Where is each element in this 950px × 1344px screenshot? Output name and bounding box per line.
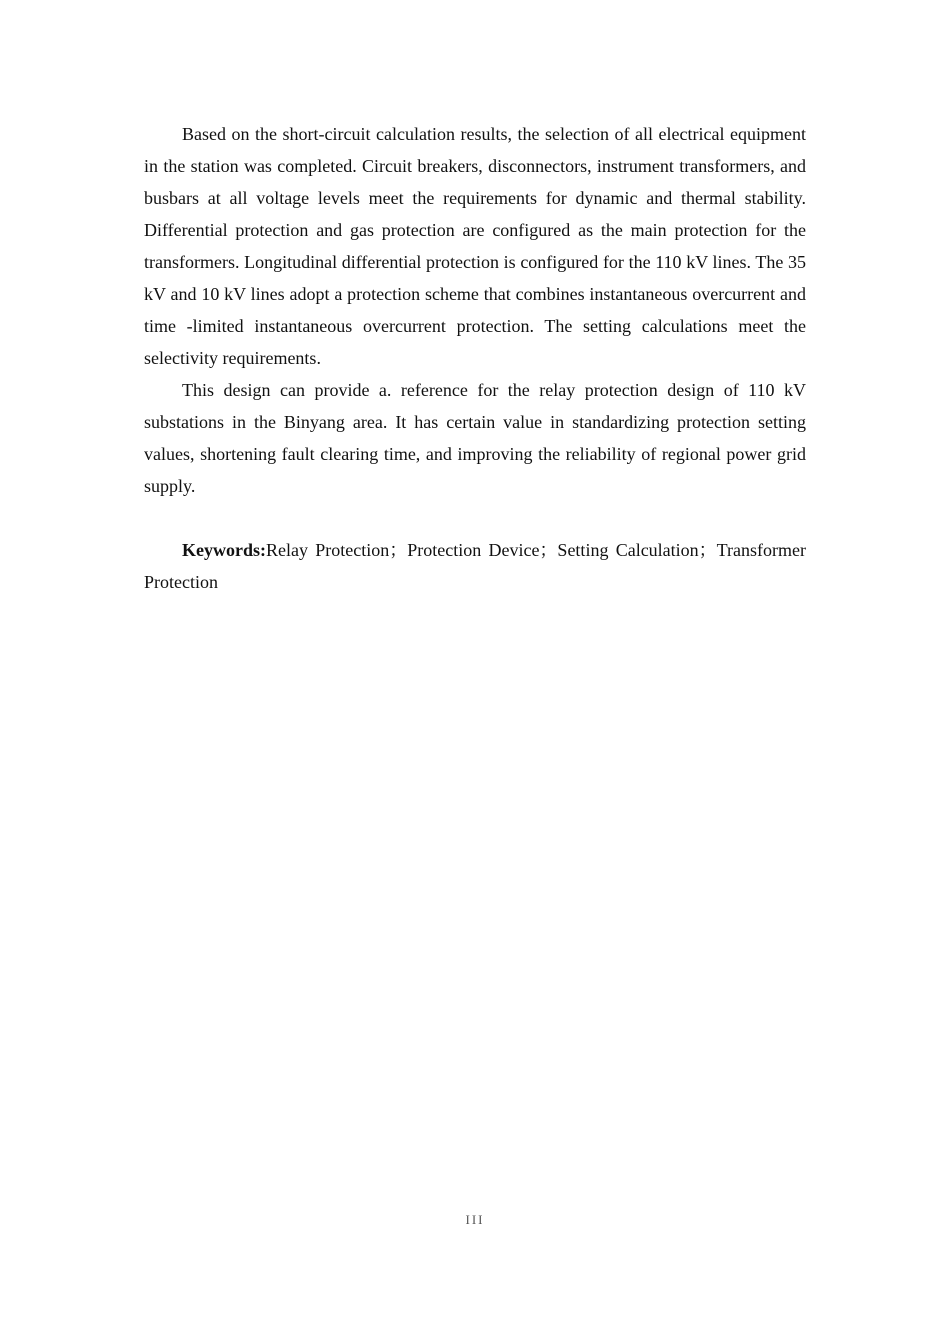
keywords-text: Relay Protection；Protection Device；Setting Calculation；Transformer Protection <box>144 540 806 592</box>
keywords-label: Keywords: <box>182 540 266 560</box>
abstract-body <box>144 118 806 598</box>
page-number: III <box>465 1212 485 1227</box>
abstract-paragraph-1: Based on the short-circuit calculation results, the selection of all electrical equipment in the station was completed. Circuit breakers, disconnectors, instrument transformers, and busbars at all voltage levels meet the requirements for dynamic and thermal stability. Differential protection and gas protection are configured as the main protection for the transformers. Longitudinal differential protection is configured for the 110 kV lines. The 35 kV and 10 kV lines adopt a protection scheme that combines instantaneous overcurrent and time -limited instantaneous overcurrent protection. The setting calculations meet the selectivity requirements. <box>144 124 806 368</box>
abstract-paragraph-2: This design can provide a. reference for the relay protection design of 110 kV substations in the Binyang area. It has certain value in standardizing protection setting values, shortening fault clearing time, and improving the reliability of regional power grid supply. <box>144 380 806 496</box>
keywords-line <box>144 534 806 598</box>
